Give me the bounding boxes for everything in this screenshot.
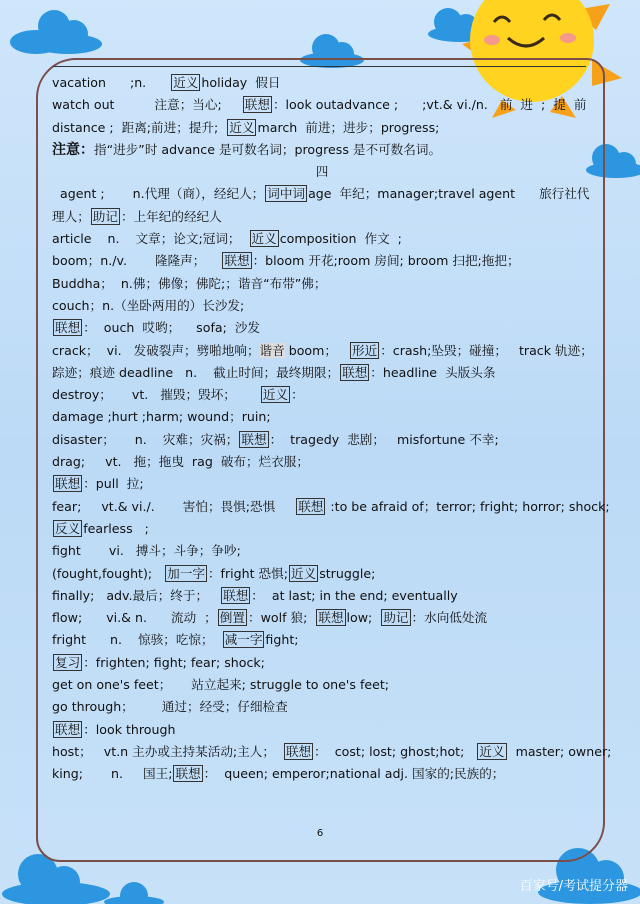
tag-label: 加一字 — [167, 565, 205, 581]
line-text: age 年纪；manager;travel agent 旅行社代 — [308, 186, 590, 202]
tag-label: 联想 — [298, 498, 324, 514]
tag-label: 联想 — [318, 610, 344, 626]
vocab-line — [52, 696, 592, 718]
cloud-decoration — [6, 0, 116, 60]
vocab-line — [52, 741, 612, 763]
line-text: get on one's feet； 站立起来; struggle to one's feet; — [52, 677, 390, 693]
line-text: host； vt.n 主办或主持某活动;主人； — [52, 743, 283, 759]
tag-label: 联想 — [55, 320, 81, 336]
vocab-line — [52, 273, 592, 295]
line-text: (fought,fought); — [52, 565, 165, 581]
line-text: ：headline 头版头条 — [370, 364, 496, 380]
line-text: fight vi. 搏斗；斗争；争吵; — [52, 543, 241, 559]
line-text: go through； 通过；经受；仔细检查 — [52, 699, 288, 715]
line-text: ：fright 恐惧; — [207, 565, 288, 581]
vocab-line — [52, 228, 592, 250]
header-rule — [53, 66, 586, 67]
vocab-line — [52, 652, 592, 674]
tag-label: 联想 — [342, 364, 368, 380]
line-text: struggle; — [319, 565, 376, 581]
line-text: composition 作文 ; — [279, 231, 402, 247]
vocab-line — [52, 72, 592, 94]
note-label: 注意： — [52, 141, 94, 158]
vocab-line — [52, 250, 592, 272]
vocabulary-content — [52, 72, 612, 786]
line-text: article n. 文章；论文;冠词； — [52, 231, 249, 247]
tag-label: 联想 — [244, 97, 270, 113]
line-text: ： tragedy 悲剧； misfortune 不幸; — [269, 431, 499, 447]
line-text: finally; adv.最后；终于； — [52, 587, 221, 603]
line-text: disaster； n. 灾难；灾祸； — [52, 431, 239, 447]
vocab-line — [52, 183, 592, 205]
tag-label: 近义 — [291, 565, 317, 581]
vocab-line — [52, 540, 592, 562]
vocab-line — [52, 607, 592, 629]
tag-label: 联想 — [223, 587, 249, 603]
vocab-line — [52, 161, 592, 183]
tag-label: 复习 — [55, 654, 81, 670]
line-text: 谐音 — [259, 342, 285, 358]
vocab-line — [52, 362, 592, 384]
line-text: agent ; n.代理（商），经纪人； — [52, 186, 265, 202]
tag-label: 近义 — [251, 231, 277, 247]
line-text: ：frighten; fight; fear; shock; — [83, 654, 265, 670]
vocab-line — [52, 406, 592, 428]
line-text: Buddha； n.佛；佛像；佛陀;；谐音“布带”佛； — [52, 275, 327, 291]
tag-label: 近义 — [229, 119, 255, 135]
line-text: crack； vi. 发破裂声；劈啪地响； — [52, 342, 260, 358]
line-text: boom； — [284, 342, 350, 358]
line-text: ：crash;坠毁；碰撞； track 轨迹； — [380, 342, 593, 358]
vocab-line — [52, 94, 592, 116]
line-text: ： at last; in the end; eventually — [251, 587, 458, 603]
line-text: damage ;hurt ;harm; wound；ruin; — [52, 409, 271, 425]
line-text: ： — [291, 387, 304, 403]
tag-label: 联想 — [224, 253, 250, 269]
tag-label: 近义 — [262, 387, 289, 403]
watermark: 百家号/考试提分器 — [519, 879, 628, 894]
line-text: 踪迹；痕迹 deadline n. 截止时间；最终期限； — [52, 364, 340, 380]
tag-label: 联想 — [241, 431, 267, 447]
vocab-line — [52, 317, 592, 339]
vocab-line — [52, 629, 592, 651]
page-number: 6 — [316, 828, 324, 839]
tag-label: 联想 — [175, 766, 201, 782]
line-text: boom；n./v. 隆隆声； — [52, 253, 222, 269]
vocab-line — [52, 117, 592, 139]
line-text: fear; vt.& vi./. 害怕；畏惧;恐惧 — [52, 498, 296, 514]
vocab-line — [52, 451, 592, 473]
vocab-line — [52, 518, 592, 540]
line-text: ： cost; lost; ghost;hot; — [314, 743, 477, 759]
line-text: ： queen; emperor;national adj. 国家的;民族的； — [203, 766, 505, 782]
line-text: watch out 注意；当心; — [52, 97, 242, 113]
tag-label: 减一字 — [224, 632, 263, 648]
line-text: couch；n.（坐卧两用的）长沙发; — [52, 297, 245, 313]
line-text: ：wolf 狼; — [247, 610, 316, 626]
line-text: master; owner; — [507, 743, 612, 759]
line-text: ：look through — [83, 721, 176, 737]
line-text: low; — [346, 610, 381, 626]
line-text: 四 — [315, 164, 329, 180]
vocab-line — [52, 384, 592, 406]
tag-label: 近义 — [173, 75, 199, 90]
line-text: king; n. 国王; — [52, 766, 173, 782]
vocab-line — [52, 585, 592, 607]
line-text: :to be afraid of；terror; fright; horror; shock; — [326, 498, 610, 514]
vocab-line — [52, 473, 592, 495]
tag-label: 词中词 — [267, 186, 306, 202]
vocab-line — [52, 429, 592, 451]
line-text: march 前进；进步；progress; — [257, 119, 440, 135]
vocab-line — [52, 139, 592, 161]
line-text: ： ouch 哎哟； sofa; 沙发 — [83, 320, 261, 336]
tag-label: 近义 — [479, 743, 505, 759]
vocab-line — [52, 340, 592, 362]
line-text: 理人； — [52, 208, 90, 224]
tag-label: 联想 — [285, 743, 312, 759]
line-text: ：bloom 开花;room 房间; broom 扫把;拖把； — [252, 253, 520, 269]
line-text: holiday 假日 — [201, 75, 281, 90]
vocab-line — [52, 563, 592, 585]
tag-label: 联想 — [55, 721, 81, 737]
line-text: fright n. 惊骇；吃惊； — [52, 632, 222, 648]
line-text: vacation ;n. — [52, 75, 171, 90]
tag-label: 形近 — [352, 342, 378, 358]
line-text: fight; — [265, 632, 299, 648]
line-text: ：look outadvance ; ;vt.& vi./n. 前 进 ; 提 前 — [272, 97, 587, 113]
tag-label: 倒置 — [219, 610, 245, 626]
line-text: drag; vt. 拖；拖曳 rag 破布；烂衣服； — [52, 454, 309, 470]
vocab-line — [52, 763, 592, 785]
line-text: destroy； vt. 摧毁；毁坏； — [52, 387, 260, 403]
line-text: ：水向低处流 — [411, 610, 488, 626]
line-text: flow; vi.& n. 流动 ； — [52, 610, 217, 626]
line-text: 指“进步”时 advance 是可数名词；progress 是不可数名词。 — [94, 141, 442, 157]
tag-label: 助记 — [92, 208, 118, 224]
cloud-decoration — [100, 878, 170, 904]
line-text: fearless ; — [83, 520, 149, 536]
vocab-line — [52, 295, 592, 317]
line-text: ：上年纪的经纪人 — [120, 208, 222, 224]
vocab-line — [52, 496, 610, 518]
tag-label: 联想 — [55, 476, 81, 492]
tag-label: 助记 — [383, 610, 409, 626]
vocab-line — [52, 674, 592, 696]
tag-label: 反义 — [55, 520, 81, 536]
vocab-line — [52, 719, 592, 741]
vocab-line — [52, 206, 592, 228]
line-text: distance ; 距离;前进；提升; — [52, 119, 227, 135]
line-text: ：pull 拉; — [83, 476, 144, 492]
